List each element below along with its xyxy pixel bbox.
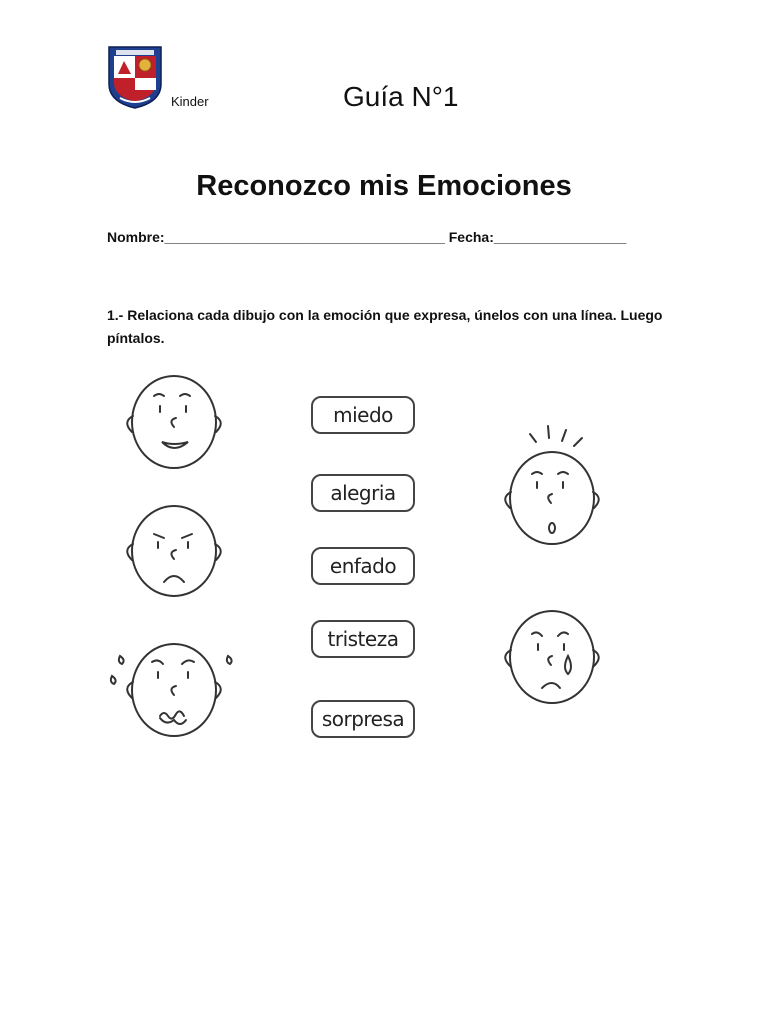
scared-face [108, 638, 236, 740]
page-title: Reconozco mis Emociones [196, 170, 572, 202]
instructions: 1.- Relaciona cada dibujo con la emoción que expresa, únelos con una línea. Luego píntalos. [107, 307, 663, 346]
name-date-fields: Nombre:____________________________________ Fecha:_________________ [107, 229, 627, 245]
word-tristeza: tristeza [311, 620, 415, 658]
sad-face [496, 606, 608, 706]
word-sorpresa: sorpresa [311, 700, 415, 738]
school-logo [106, 44, 164, 110]
word-enfado: enfado [311, 547, 415, 585]
word-alegria: alegria [311, 474, 415, 512]
guide-number: Guía N°1 [343, 81, 459, 112]
angry-face [118, 502, 230, 600]
grade-label: Kinder [171, 94, 209, 109]
surprised-face [496, 424, 608, 548]
word-miedo: miedo [311, 396, 415, 434]
happy-face [118, 372, 230, 472]
